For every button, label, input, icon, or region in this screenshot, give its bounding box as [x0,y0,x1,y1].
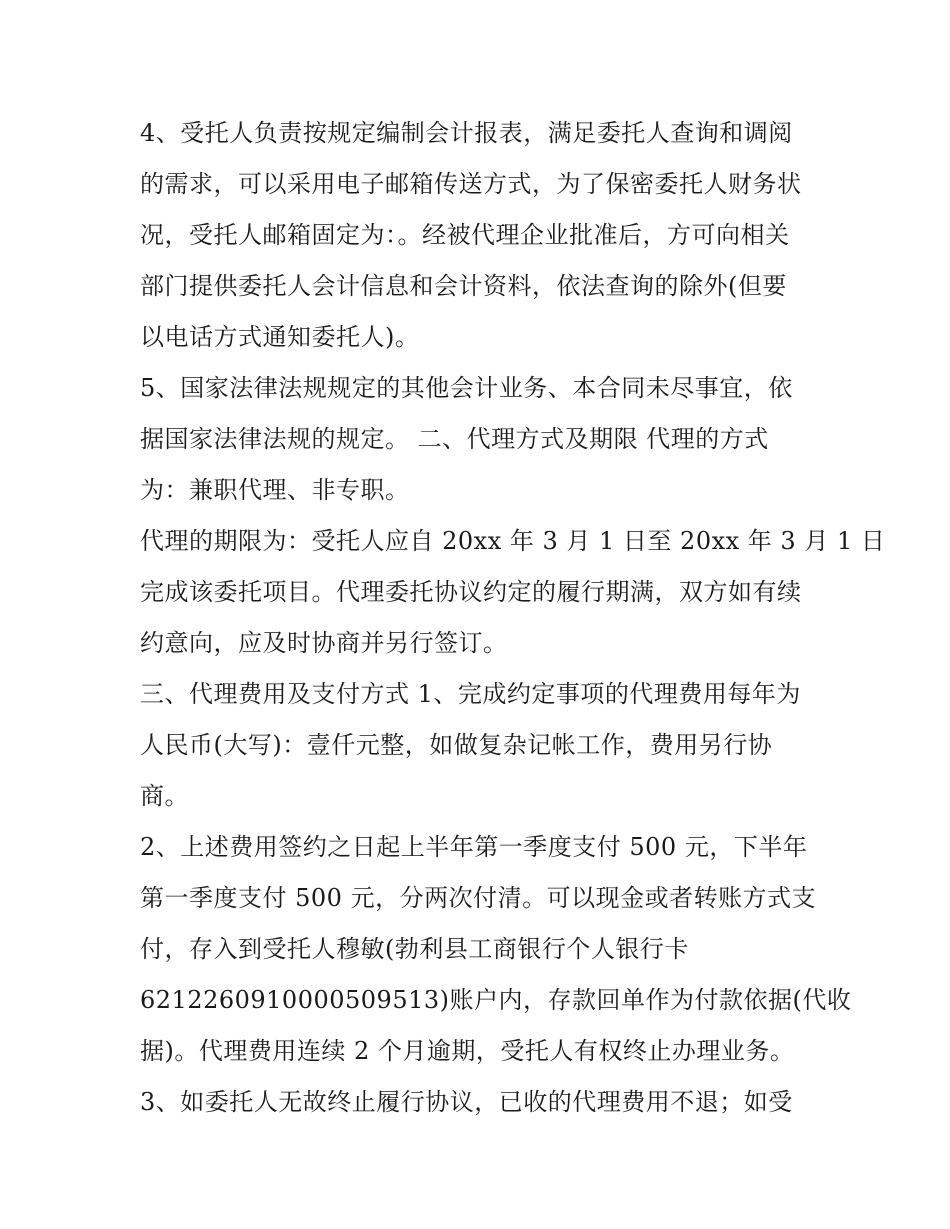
text-line: 为：兼职代理、非专职。 [140,476,410,504]
text-line: 人民币(大写)：壹仟元整，如做复杂记帐工作，费用另行协 [140,731,773,759]
text-line: 付，存入到受托人穆敏(勃利县工商银行个人银行卡 [140,935,689,963]
text-line: 约意向，应及时协商并另行签订。 [140,629,508,657]
text-line: 商。 [140,782,189,810]
document-body [140,108,886,1128]
text-line: 况，受托人邮箱固定为：。经被代理企业批准后，方可向相关 [140,221,790,249]
text-line: 以电话方式通知委托人)。 [140,323,420,351]
text-line: 5、国家法律法规规定的其他会计业务、本合同未尽事宜，依 [140,374,793,402]
text-line: 部门提供委托人会计信息和会计资料，依法查询的除外(但要 [140,272,787,300]
text-line: 的需求，可以采用电子邮箱传送方式，为了保密委托人财务状 [140,170,802,198]
text-line: 代理的期限为：受托人应自 20xx 年 3 月 1 日至 20xx 年 3 月 1 日 [140,527,886,555]
text-line: 3、如委托人无故终止履行协议，已收的代理费用不退；如受 [140,1088,793,1116]
text-line: 据国家法律法规的规定。 二、代理方式及期限 代理的方式 [140,425,769,453]
text-line: 据)。代理费用连续 2 个月逾期，受托人有权终止办理业务。 [140,1037,795,1065]
text-line: 4、受托人负责按规定编制会计报表，满足委托人查询和调阅 [140,119,793,147]
text-line: 第一季度支付 500 元，分两次付清。可以现金或者转账方式支 [140,884,817,912]
text-line: 6212260910000509513)账户内，存款回单作为付款依据(代收 [140,986,852,1014]
text-line: 2、上述费用签约之日起上半年第一季度支付 500 元，下半年 [140,833,808,861]
text-line: 完成该委托项目。代理委托协议约定的履行期满，双方如有续 [140,578,802,606]
text-line: 三、代理费用及支付方式 1、完成约定事项的代理费用每年为 [140,680,801,708]
